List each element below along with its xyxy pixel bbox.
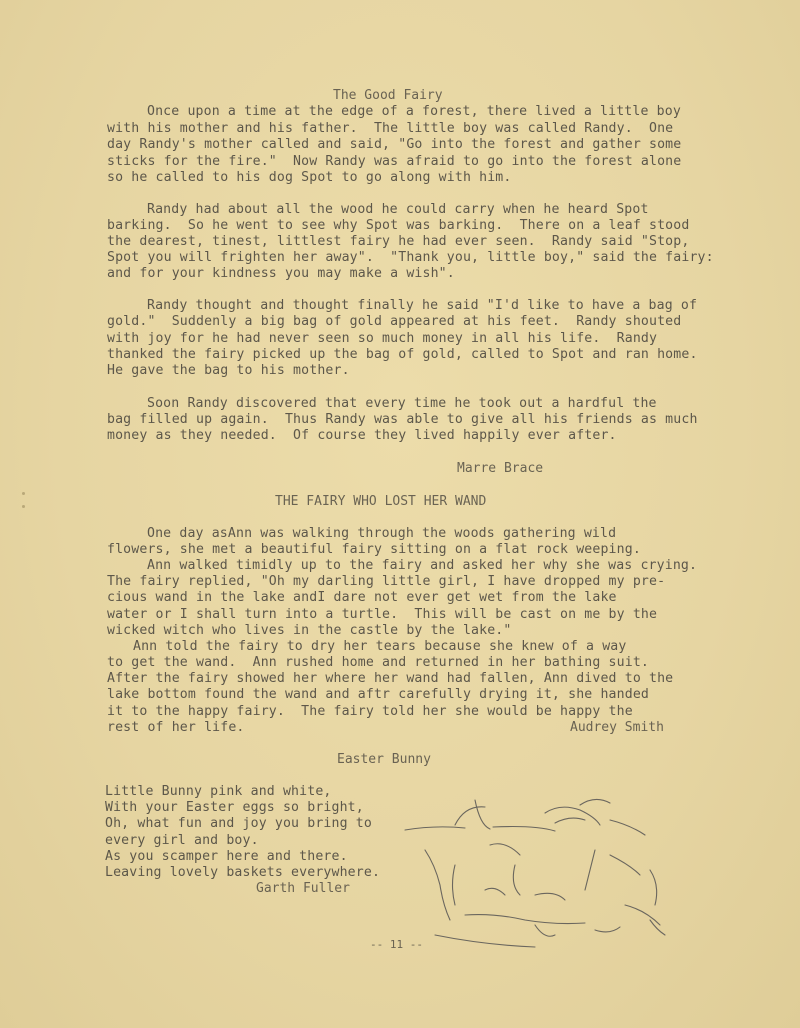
author-signature: Marre Brace — [457, 461, 544, 476]
text-line: sticks for the fire." Now Randy was afraid to go into the forest alone — [107, 154, 682, 169]
text-line: it to the happy fairy. The fairy told her she would be happy the — [107, 704, 633, 719]
text-line: with joy for he had never seen so much money in all his life. Randy — [107, 331, 658, 346]
text-line: thanked the fairy picked up the bag of gold, called to Spot and ran home. — [107, 347, 698, 362]
text-line: so he called to his dog Spot to go along with him. — [107, 170, 512, 185]
punch-mark — [22, 492, 25, 495]
text-line: Once upon a time at the edge of a forest, there lived a little boy — [147, 104, 681, 119]
poem-line: As you scamper here and there. — [105, 849, 348, 864]
text-line: to get the wand. Ann rushed home and returned in her bathing suit. — [107, 655, 649, 670]
text-line: bag filled up again. Thus Randy was able to give all his friends as much — [107, 412, 698, 427]
text-line: Randy had about all the wood he could carry when he heard Spot — [147, 202, 649, 217]
text-line: One day asAnn was walking through the woods gathering wild — [147, 526, 617, 541]
poem-line: Leaving lovely baskets everywhere. — [105, 865, 381, 880]
text-line: and for your kindness you may make a wish". — [107, 266, 455, 281]
author-signature: Garth Fuller — [256, 881, 350, 896]
text-line: Ann walked timidly up to the fairy and asked her why she was crying. — [147, 558, 698, 573]
story-title: THE FAIRY WHO LOST HER WAND — [275, 494, 487, 509]
story-title: The Good Fairy — [333, 88, 443, 103]
text-line: After the fairy showed her where her wand had fallen, Ann dived to the — [107, 671, 674, 686]
text-line: with his mother and his father. The little boy was called Randy. One — [107, 121, 674, 136]
poem-line: Oh, what fun and joy you bring to — [105, 816, 372, 831]
punch-mark — [22, 505, 25, 508]
text-line: rest of her life. — [107, 720, 245, 735]
poem-line: With your Easter eggs so bright, — [105, 800, 364, 815]
text-line: water or I shall turn into a turtle. This will be cast on me by the — [107, 607, 658, 622]
text-line: Spot you will frighten her away". "Thank you, little boy," said the fairy: — [107, 250, 714, 265]
text-line: Randy thought and thought finally he said "I'd like to have a bag of — [147, 298, 698, 313]
bunny-sketch-illustration — [395, 795, 695, 955]
author-signature: Audrey Smith — [570, 720, 664, 735]
text-line: Soon Randy discovered that every time he took out a hardful the — [147, 396, 657, 411]
text-line: lake bottom found the wand and aftr carefully drying it, she handed — [107, 687, 649, 702]
text-line: flowers, she met a beautiful fairy sitting on a flat rock weeping. — [107, 542, 641, 557]
text-line: day Randy's mother called and said, "Go into the forest and gather some — [107, 137, 682, 152]
text-line: gold." Suddenly a big bag of gold appeared at his feet. Randy shouted — [107, 314, 682, 329]
poem-title: Easter Bunny — [337, 752, 431, 767]
text-line: The fairy replied, "Oh my darling little girl, I have dropped my pre- — [107, 574, 666, 589]
text-line: cious wand in the lake andI dare not ever get wet from the lake — [107, 590, 617, 605]
page-number: -- 11 -- — [370, 938, 423, 951]
text-line: wicked witch who lives in the castle by the lake." — [107, 623, 512, 638]
text-line: Ann told the fairy to dry her tears because she knew of a way — [133, 639, 627, 654]
text-line: He gave the bag to his mother. — [107, 363, 350, 378]
text-line: the dearest, tinest, littlest fairy he had ever seen. Randy said "Stop, — [107, 234, 690, 249]
poem-line: every girl and boy. — [105, 833, 259, 848]
text-line: money as they needed. Of course they lived happily ever after. — [107, 428, 617, 443]
poem-line: Little Bunny pink and white, — [105, 784, 332, 799]
text-line: barking. So he went to see why Spot was barking. There on a leaf stood — [107, 218, 690, 233]
